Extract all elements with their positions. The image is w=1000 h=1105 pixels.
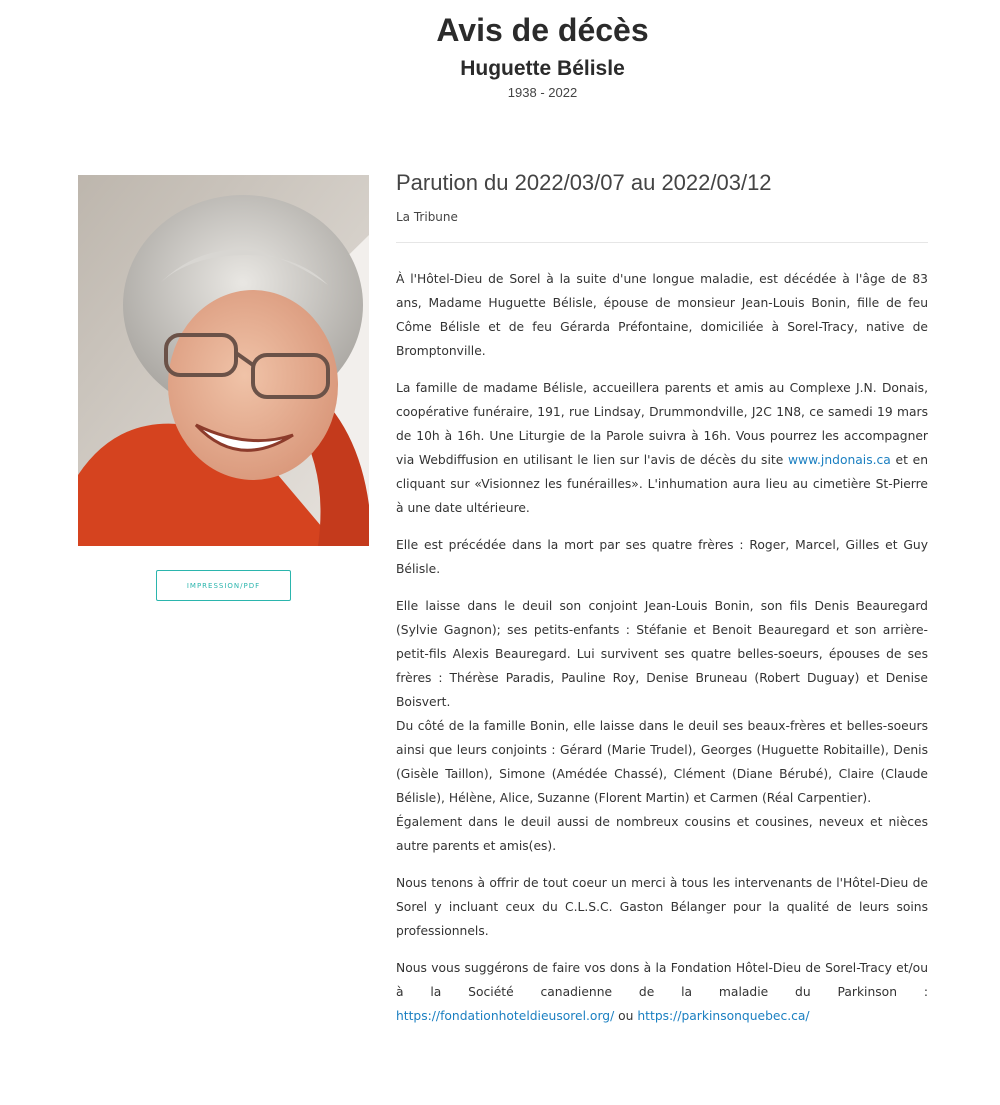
paragraph-donations — [396, 956, 928, 1028]
donations-or: ou — [614, 1009, 638, 1023]
newspaper-name: La Tribune — [396, 210, 458, 224]
divider — [396, 242, 928, 243]
publication-dates: Parution du 2022/03/07 au 2022/03/12 — [396, 170, 772, 195]
jndonais-link[interactable]: www.jndonais.ca — [787, 453, 891, 467]
paragraph-bonin-family: Du côté de la famille Bonin, elle laisse dans le deuil ses beaux-frères et belles-soeurs ainsi que leurs conjoints : Gérard (Marie Trudel), Georges (Huguette Robitaille), Denis (Gisèle Taillon), Simone (Amédée Chassé), Clément (Diane Bérubé), Claire (Claude Bélisle), Hélène, Alice, Suzanne (Florent Martin) et Carmen (Réal Carpentier). — [396, 719, 928, 805]
deceased-name: Huguette Bélisle — [460, 57, 625, 80]
donations-text: Nous vous suggérons de faire vos dons à la Fondation Hôtel-Dieu de Sorel-Tracy et/ou à la Société canadienne de la maladie du Parkinson : — [396, 961, 928, 999]
life-years: 1938 - 2022 — [507, 85, 578, 100]
page-title: Avis de décès — [436, 12, 649, 48]
portrait-photo — [78, 175, 369, 546]
print-pdf-button[interactable]: IMPRESSION/PDF — [156, 570, 291, 601]
parkinson-link[interactable]: https://parkinsonquebec.ca/ — [637, 1009, 810, 1023]
visitation-text: La famille de madame Bélisle, accueillera parents et amis au Complexe J.N. Donais, coopérative funéraire, 191, rue Lindsay, Drummondville, J2C 1N8, ce samedi 19 mars de 10h à 16h. Une Liturgie de la Parole suivra à 16h. Vous pourrez les accompagner via Webdiffusion en utilisant le lien sur l'avis de décès du site — [396, 381, 928, 467]
paragraph-thanks: Nous tenons à offrir de tout coeur un merci à tous les intervenants de l'Hôtel-Dieu de Sorel y incluant ceux du C.L.S.C. Gaston Bélanger pour la qualité de leurs soins professionnels. — [396, 876, 928, 938]
paragraph-visitation — [396, 376, 928, 520]
left-column — [78, 175, 369, 590]
paragraph-predeceased: Elle est précédée dans la mort par ses quatre frères : Roger, Marcel, Gilles et Guy Bélisle. — [396, 538, 928, 576]
portrait-illustration — [78, 175, 369, 546]
visitation-text-end: et en cliquant sur «Visionnez les funérailles». L'inhumation aura lieu au cimetière St-Pierre à une date ultérieure. — [396, 453, 928, 515]
paragraph-relatives: Également dans le deuil aussi de nombreux cousins et cousines, neveux et nièces autre parents et amis(es). — [396, 815, 928, 853]
notice-content — [396, 170, 928, 1041]
page-header — [0, 0, 1000, 100]
paragraph-survivors: Elle laisse dans le deuil son conjoint Jean-Louis Bonin, son fils Denis Beauregard (Sylvie Gagnon); ses petits-enfants : Stéfanie et Benoit Beauregard et son arrière-petit-fils Alexis Beauregard. Lui survivent ses quatre belles-soeurs, épouses de ses frères : Thérèse Paradis, Pauline Roy, Denise Bruneau (Robert Duguay) et Denise Boisvert. — [396, 599, 928, 709]
fondation-link[interactable]: https://fondationhoteldieusorel.org/ — [396, 1009, 615, 1023]
paragraph-death: À l'Hôtel-Dieu de Sorel à la suite d'une longue maladie, est décédée à l'âge de 83 ans, Madame Huguette Bélisle, épouse de monsieur Jean-Louis Bonin, fille de feu Côme Bélisle et de feu Gérarda Préfontaine, domiciliée à Sorel-Tracy, native de Bromptonville. — [396, 272, 928, 358]
notice-body — [396, 267, 928, 1028]
